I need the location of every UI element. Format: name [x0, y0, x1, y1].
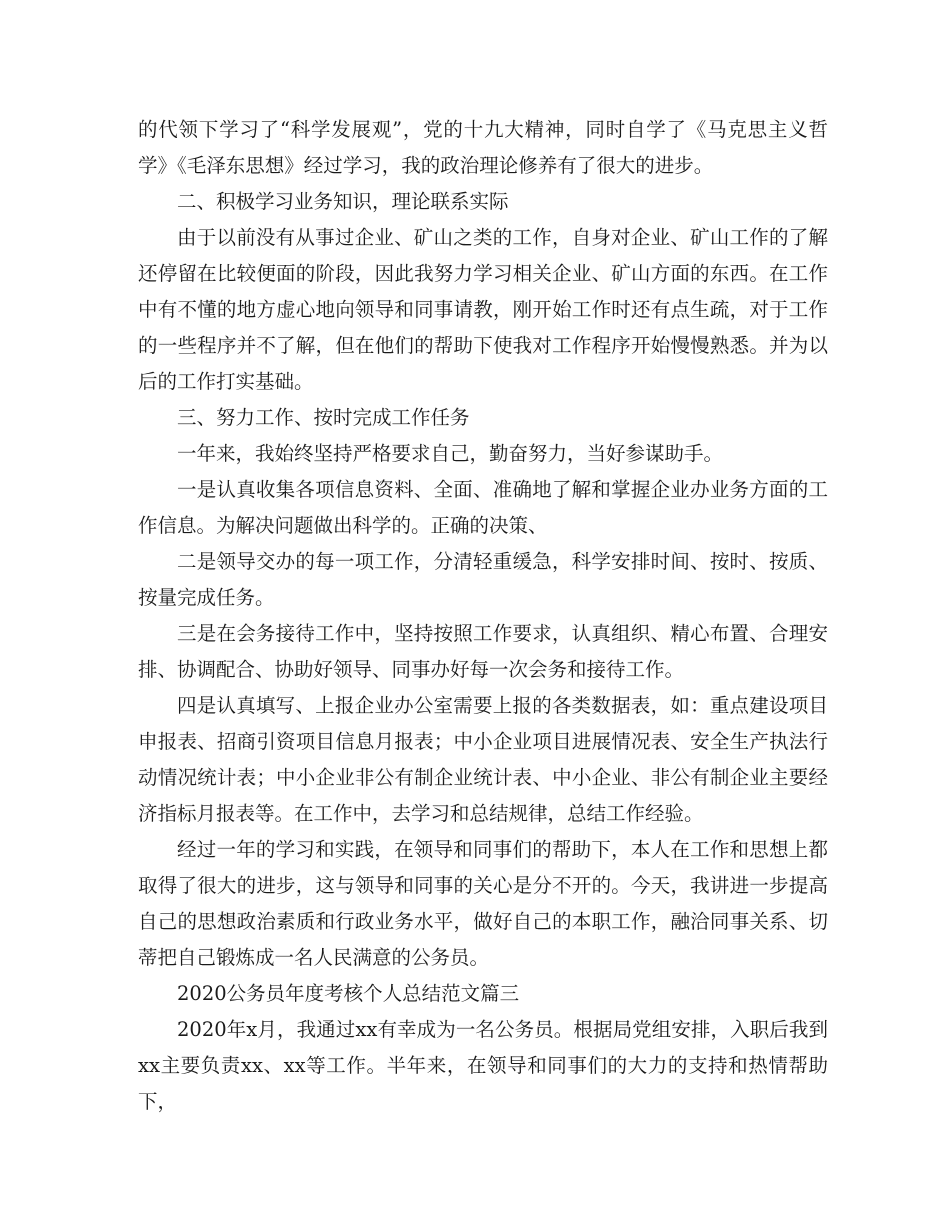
- list-item-1: 一是认真收集各项信息资料、全面、准确地了解和掌握企业办业务方面的工作信息。为解决问题做出科学的。正确的决策、: [138, 478, 828, 537]
- paragraph-continuation: 的代领下学习了“科学发展观”，党的十九大精神，同时自学了《马克思主义哲学》《毛泽东思想》经过学习，我的政治理论修养有了很大的进步。: [138, 118, 828, 177]
- list-item-2: 二是领导交办的每一项工作，分清轻重缓急，科学安排时间、按时、按质、按量完成任务。: [138, 550, 828, 609]
- article-title: 2020公务员年度考核个人总结范文篇三: [177, 982, 520, 1005]
- paragraph-summary: 经过一年的学习和实践，在领导和同事们的帮助下，本人在工作和思想上都取得了很大的进步，这与领导和同事的关心是分不开的。今天，我讲进一步提高自己的思想政治素质和行政业务水平，做好自己的本职工作，融洽同事关系、切蒂把自己锻炼成一名人民满意的公务员。: [138, 838, 828, 969]
- paragraph: 2020年x月，我通过xx有幸成为一名公务员。根据局党组安排，入职后我到xx主要负责xx、xx等工作。半年来，在领导和同事们的大力的支持和热情帮助下，: [138, 1018, 828, 1113]
- paragraph: 一年来，我始终坚持严格要求自己，勤奋努力，当好参谋助手。: [177, 442, 724, 465]
- list-item-4: 四是认真填写、上报企业办公室需要上报的各类数据表，如：重点建设项目申报表、招商引资项目信息月报表；中小企业项目进展情况表、安全生产执法行动情况统计表；中小企业非公有制企业统计表、中小企业、非公有制企业主要经济指标月报表等。在工作中，去学习和总结规律，总结工作经验。: [138, 694, 828, 825]
- list-item-3: 三是在会务接待工作中，坚持按照工作要求，认真组织、精心布置、合理安排、协调配合、协助好领导、同事办好每一次会务和接待工作。: [138, 622, 828, 681]
- section-heading-3: 三、努力工作、按时完成工作任务: [177, 406, 470, 429]
- document-body: [138, 112, 828, 1120]
- paragraph: 由于以前没有从事过企业、矿山之类的工作，自身对企业、矿山工作的了解还停留在比较便面的阶段，因此我努力学习相关企业、矿山方面的东西。在工作中有不懂的地方虚心地向领导和同事请教，刚开始工作时还有点生疏，对于工作的一些程序并不了解，但在他们的帮助下使我对工作程序开始慢慢熟悉。并为以后的工作打实基础。: [138, 226, 828, 393]
- section-heading-2: 二、积极学习业务知识，理论联系实际: [177, 190, 509, 213]
